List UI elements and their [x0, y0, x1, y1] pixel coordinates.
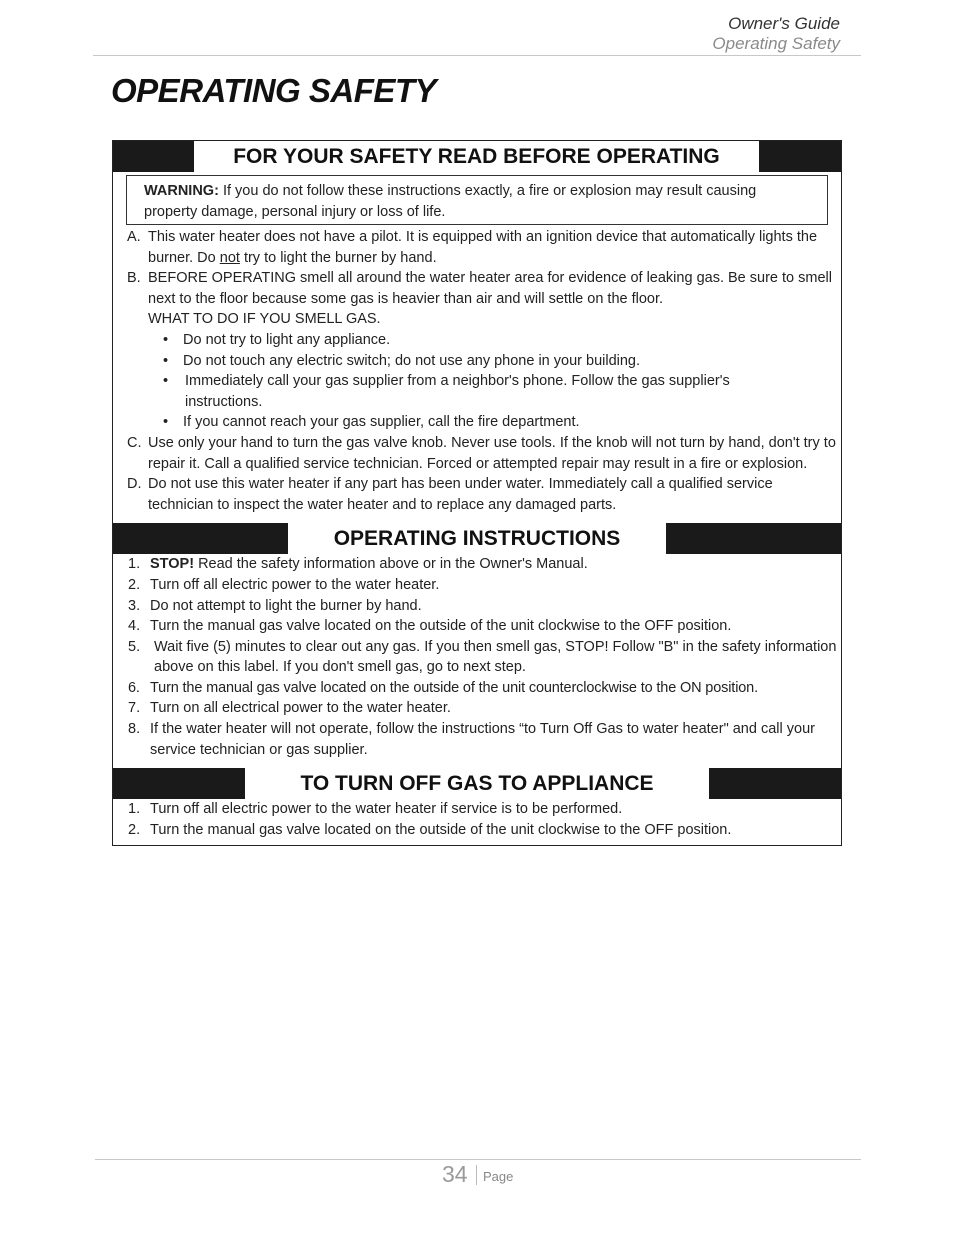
page-number: 34	[442, 1161, 468, 1187]
bullet-item: • If you cannot reach your gas supplier, call the fire department.	[163, 414, 580, 431]
operating-heading-bar	[113, 523, 841, 554]
bullet-item: • Do not try to light any appliance.	[163, 331, 391, 348]
list-item: 1. STOP! Read the safety information above or in the Owner's Manual.	[128, 556, 588, 573]
turnoff-list	[113, 799, 841, 845]
header-guide: Owner's Guide	[728, 14, 840, 33]
list-item: 1. Turn off all electric power to the water heater if service is to be performed.	[128, 801, 623, 818]
operating-list	[113, 554, 841, 768]
list-item: 4. Turn the manual gas valve located on the outside of the unit clockwise to the OFF position.	[128, 618, 732, 635]
safety-list	[113, 227, 841, 523]
page-title: OPERATING SAFETY	[111, 72, 437, 109]
safety-item-c: C. Use only your hand to turn the gas valve knob. Never use tools. If the knob will not turn by hand, don't try to repair it. Call a qualified service technician. Forced or attempted repair may result in a fire or explosion.	[127, 434, 836, 472]
page-label: Page	[483, 1169, 514, 1184]
bullet-item: • Do not touch any electric switch; do not use any phone in your building.	[163, 352, 641, 369]
safety-item-a: A. This water heater does not have a pilot. It is equipped with an ignition device that automatically lights the burner. Do not try to light the burner by hand.	[127, 229, 818, 266]
list-item: 7. Turn on all electrical power to the water heater.	[128, 700, 451, 717]
warning-box	[126, 175, 828, 225]
safety-item-d: D. Do not use this water heater if any part has been under water. Immediately call a qualified service technician to inspect the water heater and to replace any damaged parts.	[127, 476, 773, 513]
bullet-item: • Immediately call your gas supplier from a neighbor's phone. Follow the gas supplier's instructions.	[163, 373, 730, 410]
operating-heading: OPERATING INSTRUCTIONS	[288, 523, 666, 554]
list-item: 5. Wait five (5) minutes to clear out any gas. If you then smell gas, STOP! Follow "B" in the safety information above on this label. If you don't smell gas, go to next step.	[128, 638, 837, 676]
running-header	[712, 14, 840, 54]
list-item: 8. If the water heater will not operate, follow the instructions “to Turn Off Gas to water heater" and call your service technician or gas supplier.	[128, 721, 815, 758]
warning-text: If you do not follow these instructions exactly, a fire or explosion may result causing property damage, personal injury or loss of life.	[144, 183, 757, 220]
turnoff-heading: TO TURN OFF GAS TO APPLIANCE	[245, 768, 709, 799]
header-rule	[93, 55, 861, 56]
turnoff-heading-bar	[113, 768, 841, 799]
warning-label: WARNING:	[144, 183, 219, 199]
footer-rule	[95, 1159, 861, 1160]
safety-item-b: B. BEFORE OPERATING smell all around the water heater area for evidence of leaking gas. Be sure to smell next to the floor because some gas is heavier than air and will settle on the floor.	[127, 270, 832, 307]
safety-heading-bar	[113, 141, 841, 172]
header-section: Operating Safety	[712, 34, 840, 53]
page-separator	[476, 1165, 477, 1185]
list-item: 3. Do not attempt to light the burner by hand.	[128, 597, 422, 614]
safety-section	[112, 140, 842, 846]
smell-gas-heading: WHAT TO DO IF YOU SMELL GAS.	[148, 311, 381, 328]
list-item: 2. Turn off all electric power to the water heater.	[128, 576, 440, 593]
list-item: 2. Turn the manual gas valve located on the outside of the unit clockwise to the OFF position.	[128, 821, 732, 838]
list-item: 6. Turn the manual gas valve located on the outside of the unit counterclockwise to the ON position.	[128, 679, 758, 696]
safety-heading: FOR YOUR SAFETY READ BEFORE OPERATING	[194, 141, 759, 172]
